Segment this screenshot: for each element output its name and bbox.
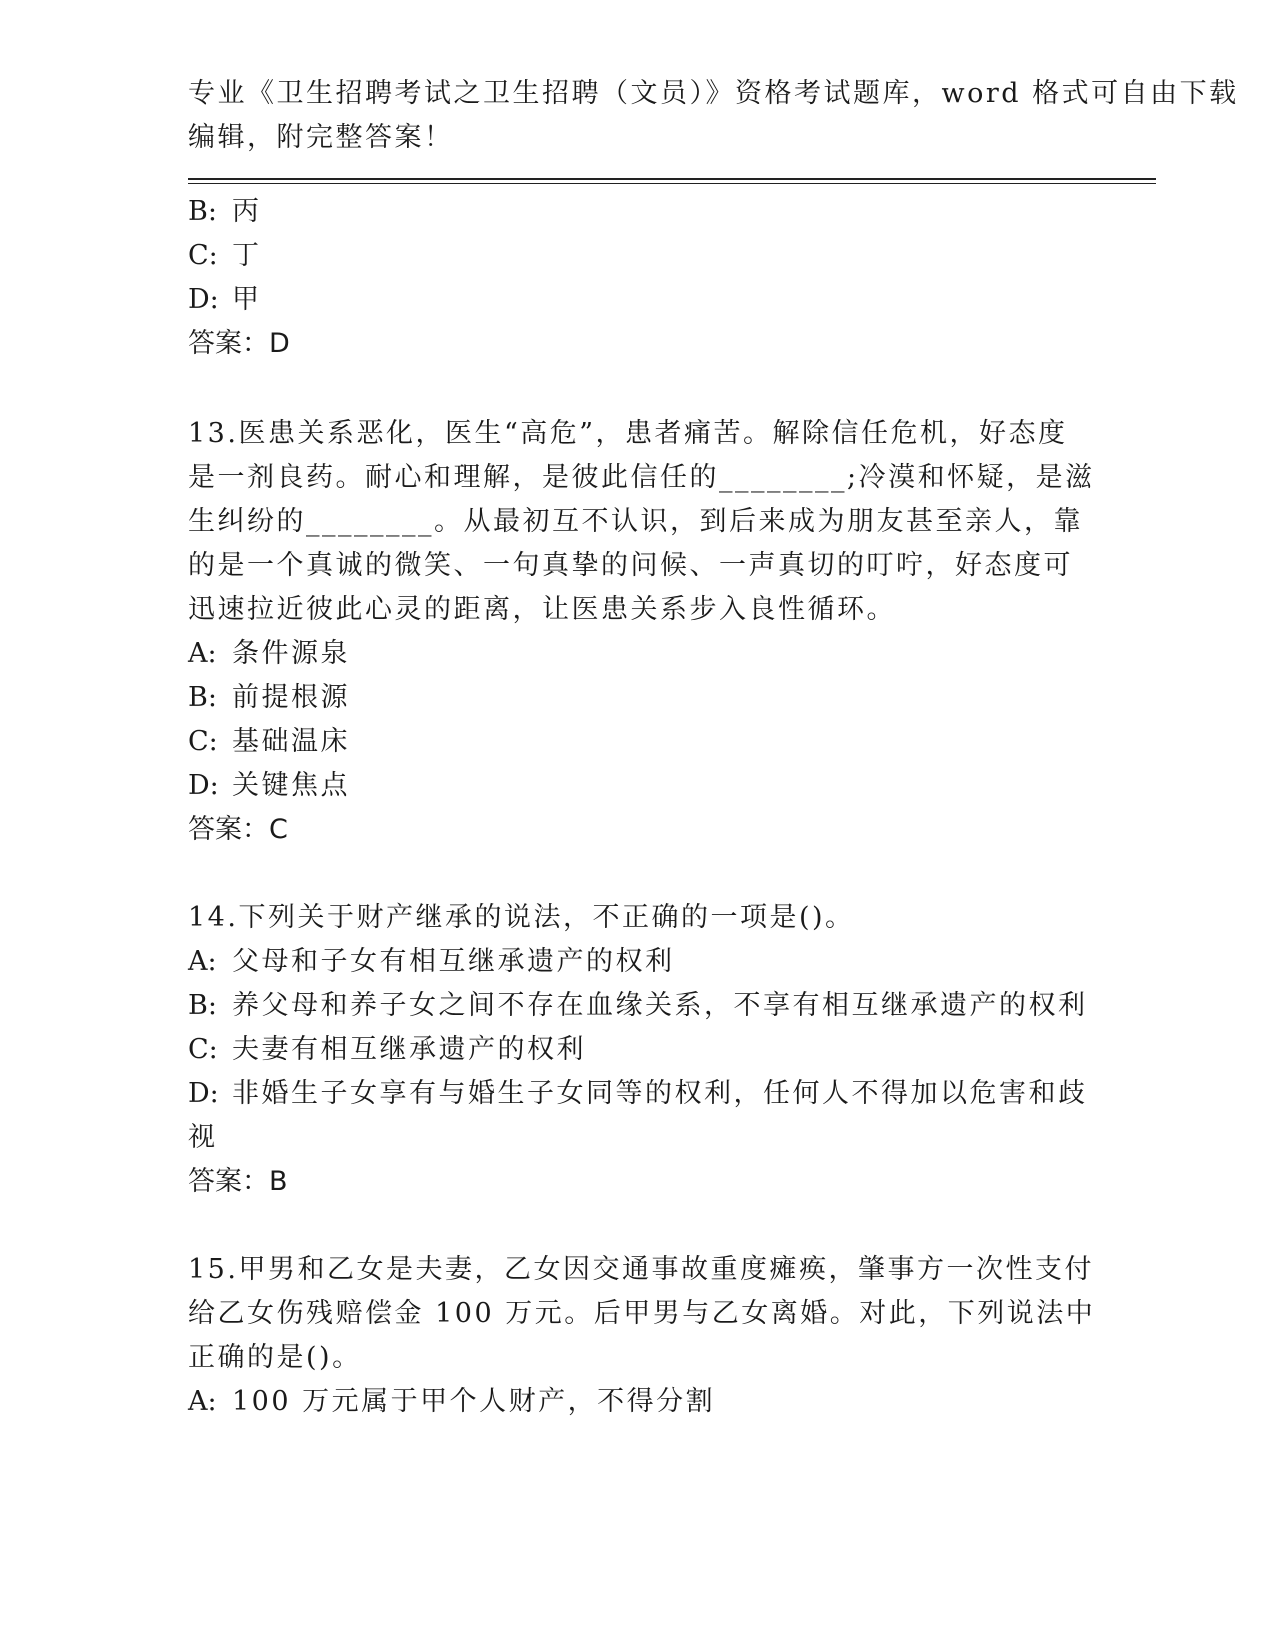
header-line-1: 专业《卫生招聘考试之卫生招聘（文员）》资格考试题库，word 格式可自由下载: [188, 78, 1239, 109]
q15-stem-line-1: 15.甲男和乙女是夫妻，乙女因交通事故重度瘫痪，肇事方一次性支付: [188, 1254, 1094, 1285]
q14-answer: 答案：B: [188, 1166, 288, 1197]
header-rule-thick: [188, 178, 1156, 180]
q15-option-a: A: 100 万元属于甲个人财产，不得分割: [188, 1386, 716, 1417]
q14-option-d: D: 非婚生子女享有与婚生子女同等的权利，任何人不得加以危害和歧: [188, 1078, 1088, 1109]
q13-option-c: C: 基础温床: [188, 726, 350, 757]
q13-stem-line-4: 的是一个真诚的微笑、一句真挚的问候、一声真切的叮咛，好态度可: [188, 550, 1073, 581]
q13-option-d: D: 关键焦点: [188, 770, 350, 801]
q14-option-a: A: 父母和子女有相互继承遗产的权利: [188, 946, 675, 977]
q13-answer: 答案：C: [188, 814, 288, 845]
q13-stem-line-1: 13.医患关系恶化，医生“高危”，患者痛苦。解除信任危机，好态度: [188, 418, 1068, 449]
q13-stem-line-2: 是一剂良药。耐心和理解，是彼此信任的________;冷漠和怀疑，是滋: [188, 462, 1095, 493]
q13-stem-line-5: 迅速拉近彼此心灵的距离，让医患关系步入良性循环。: [188, 594, 896, 625]
q13-option-a: A: 条件源泉: [188, 638, 350, 669]
q13-stem-line-3: 生纠纷的________。从最初互不认识，到后来成为朋友甚至亲人，靠: [188, 506, 1083, 537]
q14-stem: 14.下列关于财产继承的说法，不正确的一项是()。: [188, 902, 855, 933]
header-rule-thin: [188, 183, 1156, 184]
q15-stem-line-2: 给乙女伤残赔偿金 100 万元。后甲男与乙女离婚。对此，下列说法中: [188, 1298, 1096, 1329]
q12-option-c: C: 丁: [188, 240, 262, 271]
document-header: [188, 72, 1239, 160]
q12-answer: 答案：D: [188, 328, 290, 359]
q14-option-b: B: 养父母和养子女之间不存在血缘关系，不享有相互继承遗产的权利: [188, 990, 1088, 1021]
q14-option-c: C: 夫妻有相互继承遗产的权利: [188, 1034, 586, 1065]
q15-stem-line-3: 正确的是()。: [188, 1342, 362, 1373]
q12-option-d: D: 甲: [188, 284, 262, 315]
q13-option-b: B: 前提根源: [188, 682, 350, 713]
q14-option-d-continued: 视: [188, 1122, 218, 1153]
header-line-2: 编辑，附完整答案！: [188, 122, 454, 153]
q12-option-b: B: 丙: [188, 196, 262, 227]
